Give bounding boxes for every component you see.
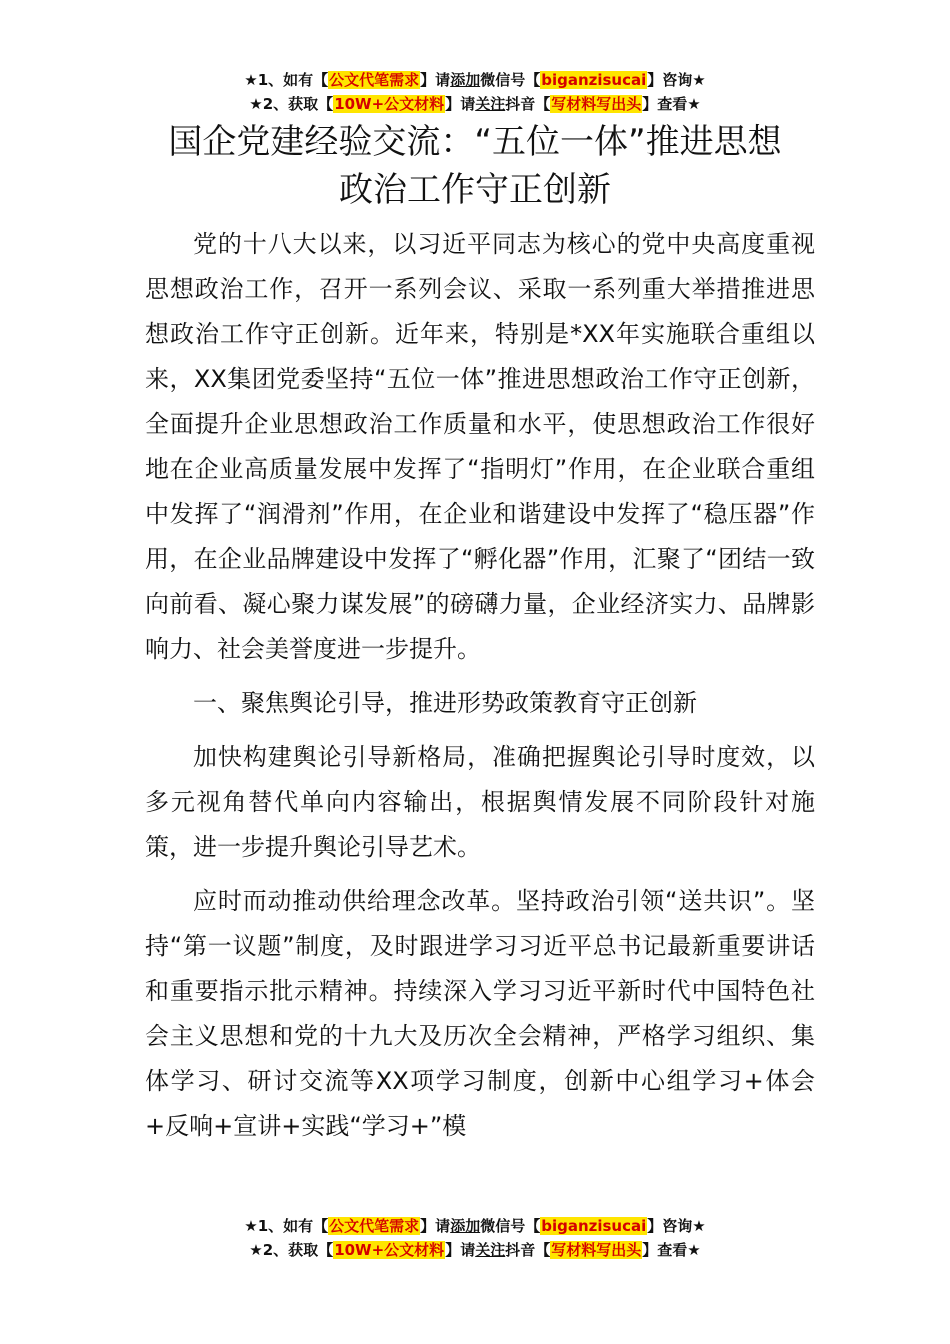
banner-text: 】查看★ xyxy=(642,1241,701,1259)
paragraph-2: 加快构建舆论引导新格局，准确把握舆论引导时度效，以多元视角替代单向内容输出，根据舆情发展不同阶段针对施策，进一步提升舆论引导艺术。 xyxy=(145,743,815,861)
banner-text: ★1、如有【 xyxy=(244,1217,329,1235)
banner-text: 微信号【 xyxy=(480,71,541,89)
document-body xyxy=(145,222,815,1158)
banner-text: ★2、获取【 xyxy=(249,1241,334,1259)
document-title xyxy=(120,118,830,214)
banner-text: 】请 xyxy=(420,71,451,89)
title-line-1: 国企党建经验交流：“五位一体”推进思想 xyxy=(168,122,782,162)
paragraph-intro: 党的十八大以来，以习近平同志为核心的党中央高度重视思想政治工作，召开一系列会议、采取一系列重大举措推进思想政治工作守正创新。近年来，特别是*XX年实施联合重组以来，XX集团党委坚持“五位一体”推进思想政治工作守正创新，全面提升企业思想政治工作质量和水平，使思想政治工作很好地在企业高质量发展中发挥了“指明灯”作用，在企业联合重组中发挥了“润滑剂”作用，在企业和谐建设中发挥了“稳压器”作用，在企业品牌建设中发挥了“孵化器”作用，汇聚了“团结一致向前看、凝心聚力谋发展”的磅礴力量，企业经济实力、品牌影响力、社会美誉度进一步提升。 xyxy=(145,230,815,663)
banner-text: 】请 xyxy=(445,1241,476,1259)
banner-line-1 xyxy=(0,1214,950,1238)
banner-text: 】请 xyxy=(420,1217,451,1235)
banner-text: 抖音【 xyxy=(505,1241,551,1259)
banner-text: ★1、如有【 xyxy=(244,71,329,89)
paragraph-3: 应时而动推动供给理念改革。坚持政治引领“送共识”。坚持“第一议题”制度，及时跟进学习习近平总书记最新重要讲话和重要指示批示精神。持续深入学习习近平新时代中国特色社会主义思想和党的十九大及历次全会精神，严格学习组织、集体学习、研讨交流等XX项学习制度，创新中心组学习+体会+反响+宣讲+实践“学习+”模 xyxy=(145,887,815,1140)
banner-highlight: 10W+公文材料 xyxy=(334,95,445,113)
banner-highlight: 公文代笔需求 xyxy=(329,1217,420,1235)
banner-underlined: 关注 xyxy=(475,95,506,113)
header-watermark-banner xyxy=(0,68,950,116)
banner-highlight: 公文代笔需求 xyxy=(329,71,420,89)
banner-underlined: 添加 xyxy=(450,71,481,89)
banner-highlight: 写材料写出头 xyxy=(551,95,642,113)
banner-line-2 xyxy=(0,1238,950,1262)
banner-text: 微信号【 xyxy=(480,1217,541,1235)
title-line-2: 政治工作守正创新 xyxy=(339,170,611,210)
banner-highlight: 10W+公文材料 xyxy=(334,1241,445,1259)
banner-text: 】咨询★ xyxy=(647,71,706,89)
banner-text: 】查看★ xyxy=(642,95,701,113)
banner-line-1 xyxy=(0,68,950,92)
section-heading-1: 一、聚焦舆论引导，推进形势政策教育守正创新 xyxy=(193,689,697,717)
banner-highlight: 写材料写出头 xyxy=(551,1241,642,1259)
banner-text: 】咨询★ xyxy=(647,1217,706,1235)
banner-underlined: 关注 xyxy=(475,1241,506,1259)
banner-text: 】请 xyxy=(445,95,476,113)
footer-watermark-banner xyxy=(0,1214,950,1262)
banner-text: ★2、获取【 xyxy=(249,95,334,113)
banner-text: 抖音【 xyxy=(505,95,551,113)
banner-line-2 xyxy=(0,92,950,116)
banner-highlight: biganzisucai xyxy=(541,1217,647,1235)
banner-underlined: 添加 xyxy=(450,1217,481,1235)
banner-highlight: biganzisucai xyxy=(541,71,647,89)
